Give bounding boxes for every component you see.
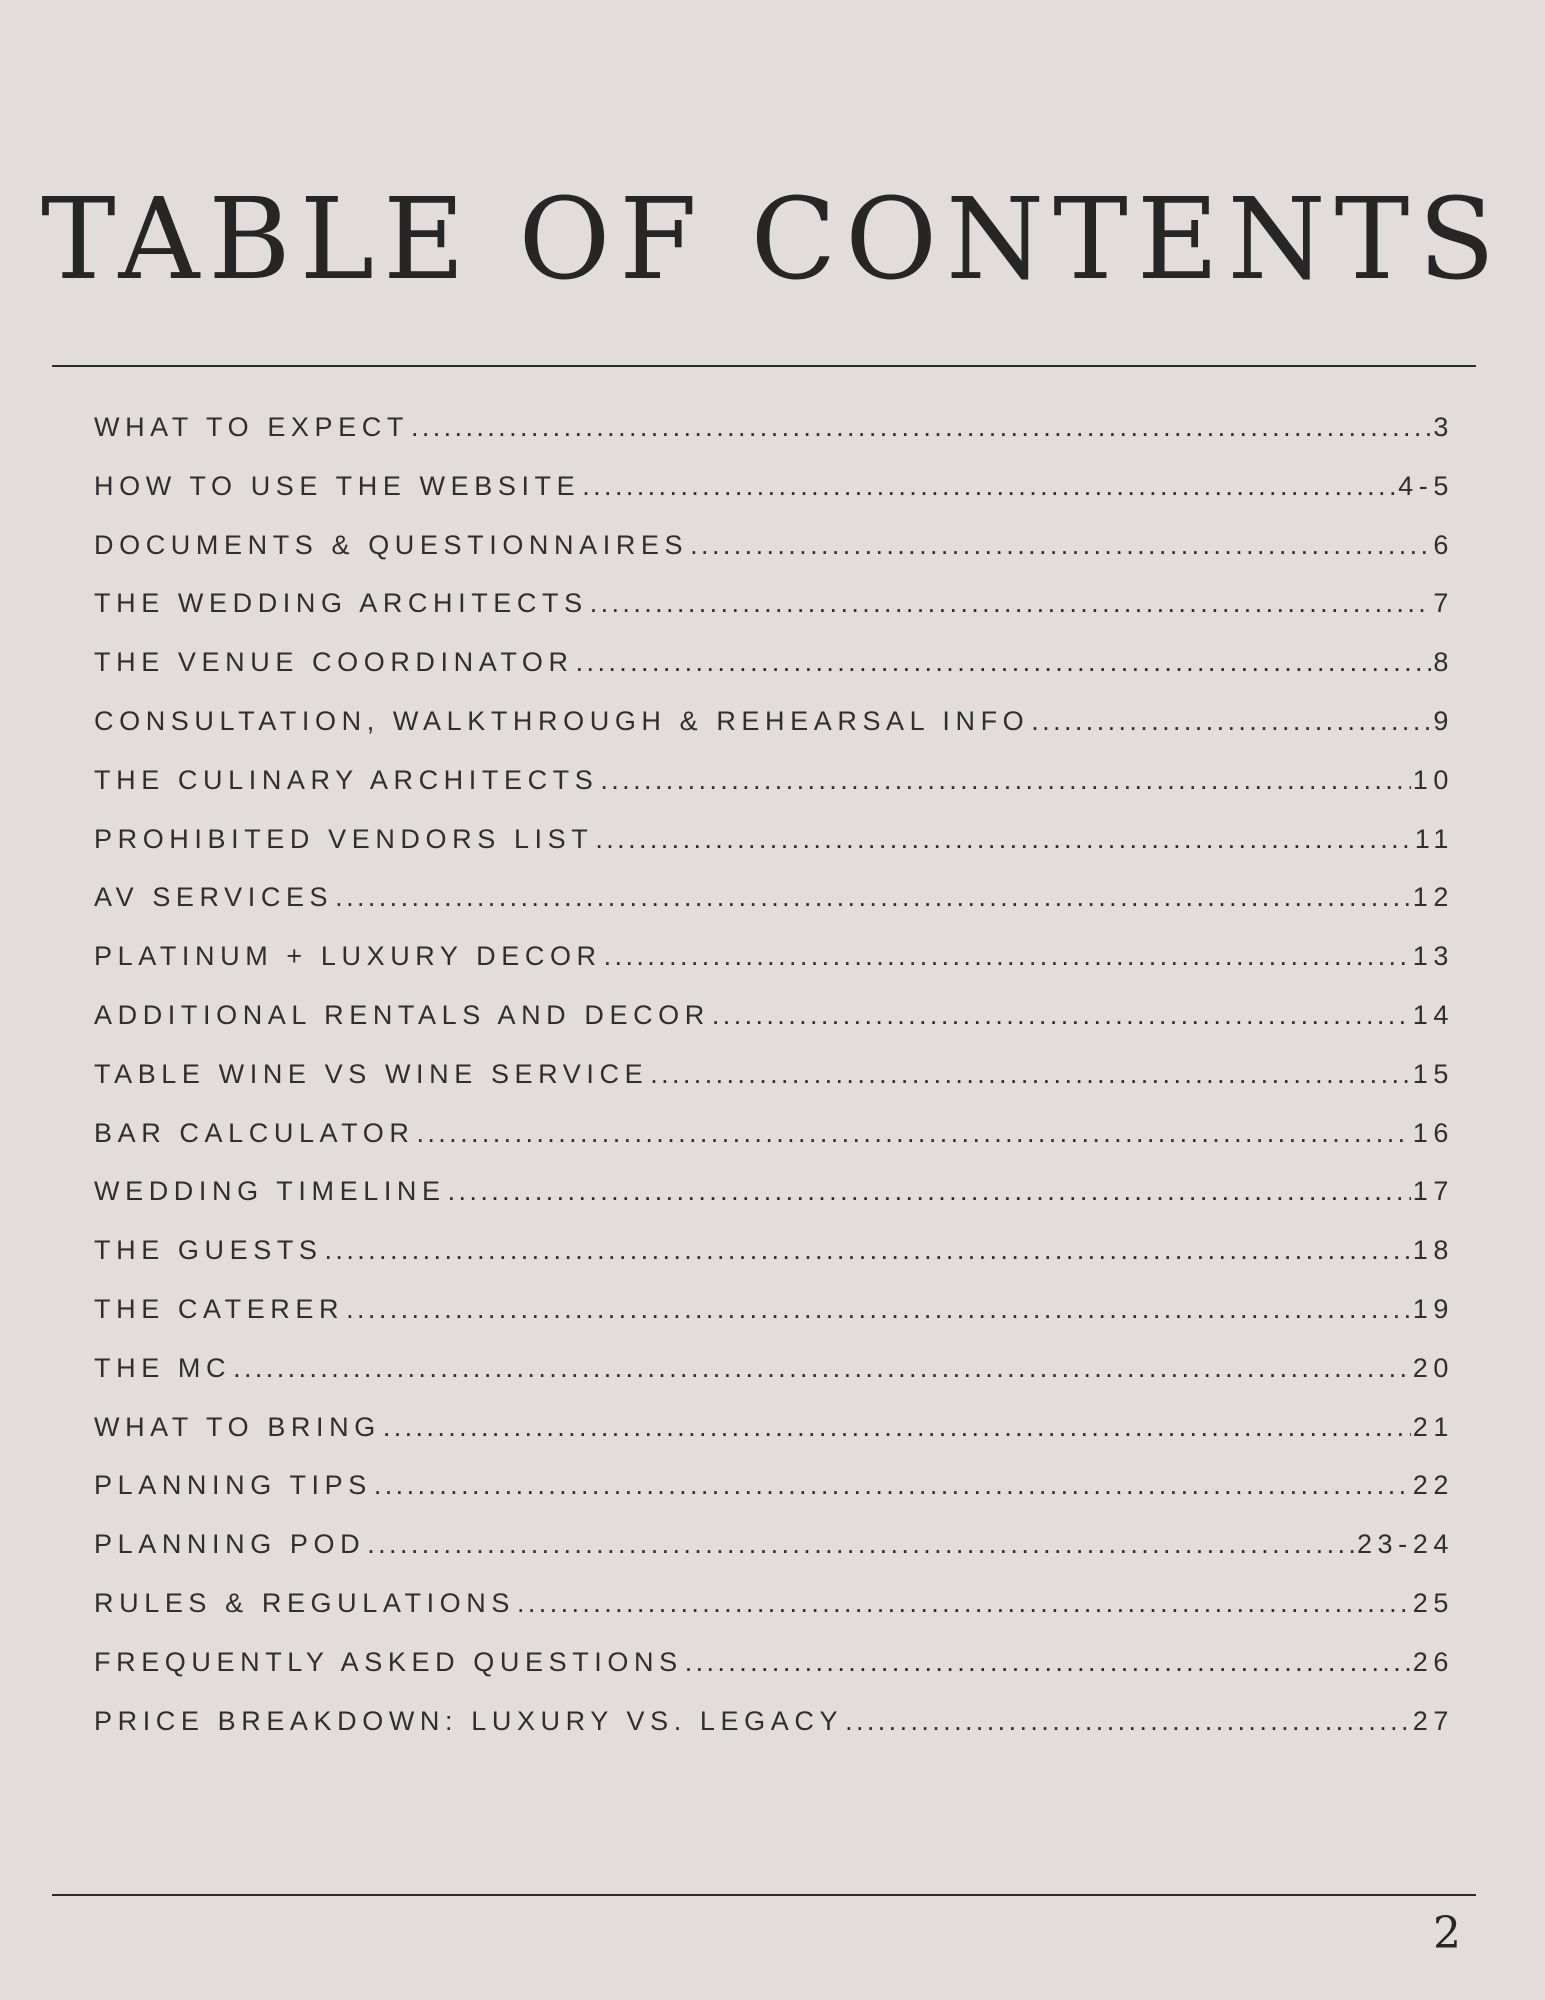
toc-dot-leader: [845, 1706, 1411, 1737]
toc-entry-page: 13: [1412, 941, 1454, 972]
toc-dot-leader: [335, 882, 1411, 913]
toc-entry-label: HOW TO USE THE WEBSITE: [94, 470, 581, 501]
toc-entry[interactable]: [94, 706, 1454, 765]
toc-entry[interactable]: [94, 471, 1454, 530]
toc-entry-label: THE MC: [94, 1352, 232, 1383]
toc-entry-label: ADDITIONAL RENTALS AND DECOR: [94, 999, 710, 1030]
toc-dot-leader: [582, 471, 1396, 502]
toc-entry[interactable]: [94, 412, 1454, 471]
toc-entry-label: THE CULINARY ARCHITECTS: [94, 764, 599, 795]
toc-entry-page: 8: [1433, 647, 1454, 678]
toc-entry[interactable]: [94, 1353, 1454, 1412]
toc-dot-leader: [383, 1412, 1411, 1443]
toc-entry-page: 20: [1412, 1352, 1454, 1383]
toc-entry-label: WHAT TO BRING: [94, 1411, 381, 1442]
toc-entry[interactable]: [94, 765, 1454, 824]
toc-entry-page: 3: [1433, 412, 1454, 442]
toc-dot-leader: [595, 824, 1412, 855]
toc-entry-label: WHAT TO EXPECT: [94, 412, 409, 442]
toc-entry-label: PLANNING TIPS: [94, 1470, 372, 1501]
toc-entry-page: 16: [1412, 1117, 1454, 1148]
toc-dot-leader: [1031, 706, 1431, 737]
toc-entry-label: TABLE WINE VS WINE SERVICE: [94, 1058, 649, 1089]
toc-entry[interactable]: [94, 941, 1454, 1000]
toc-entry-page: 12: [1412, 882, 1454, 913]
toc-entry[interactable]: [94, 1000, 1454, 1059]
toc-entry[interactable]: [94, 1294, 1454, 1353]
toc-entry-label: CONSULTATION, WALKTHROUGH & REHEARSAL INFO: [94, 705, 1030, 736]
toc-entry-page: 7: [1433, 588, 1454, 619]
toc-entry[interactable]: [94, 824, 1454, 883]
toc-entry[interactable]: [94, 1235, 1454, 1294]
toc-entry[interactable]: [94, 882, 1454, 941]
toc-dot-leader: [411, 412, 1431, 443]
table-of-contents: [94, 412, 1454, 1764]
toc-entry-page: 11: [1414, 823, 1454, 854]
toc-entry-label: THE CATERER: [94, 1293, 345, 1324]
toc-dot-leader: [346, 1294, 1411, 1325]
page-number: 2: [1433, 1908, 1461, 1959]
toc-dot-leader: [233, 1353, 1411, 1384]
toc-entry-label: PLANNING POD: [94, 1529, 366, 1560]
toc-entry-page: 27: [1412, 1705, 1454, 1736]
toc-entry-page: 4-5: [1398, 470, 1454, 501]
toc-entry-label: BAR CALCULATOR: [94, 1117, 415, 1148]
toc-entry-page: 6: [1433, 529, 1454, 560]
toc-entry[interactable]: [94, 1529, 1454, 1588]
toc-entry-page: 9: [1433, 705, 1454, 736]
top-divider: [52, 365, 1476, 367]
toc-entry-page: 26: [1412, 1646, 1454, 1677]
toc-entry[interactable]: [94, 1706, 1454, 1765]
toc-entry[interactable]: [94, 1412, 1454, 1471]
toc-entry-label: THE GUESTS: [94, 1235, 323, 1266]
toc-entry-label: PRICE BREAKDOWN: LUXURY VS. LEGACY: [94, 1705, 844, 1736]
toc-dot-leader: [374, 1470, 1411, 1501]
toc-dot-leader: [685, 1647, 1411, 1678]
toc-entry-page: 23-24: [1356, 1529, 1454, 1560]
toc-entry-label: PROHIBITED VENDORS LIST: [94, 823, 594, 854]
toc-entry-page: 17: [1412, 1176, 1454, 1207]
toc-dot-leader: [416, 1118, 1410, 1149]
toc-entry-page: 21: [1412, 1411, 1454, 1442]
toc-entry-page: 10: [1412, 764, 1454, 795]
toc-dot-leader: [650, 1059, 1411, 1090]
toc-entry[interactable]: [94, 647, 1454, 706]
toc-entry-page: 18: [1412, 1235, 1454, 1266]
toc-entry[interactable]: [94, 530, 1454, 589]
toc-entry-label: THE WEDDING ARCHITECTS: [94, 588, 588, 619]
toc-entry-label: FREQUENTLY ASKED QUESTIONS: [94, 1646, 683, 1677]
page-title: TABLE OF CONTENTS: [40, 175, 1505, 305]
toc-entry-label: DOCUMENTS & QUESTIONNAIRES: [94, 529, 689, 560]
toc-dot-leader: [325, 1235, 1411, 1266]
toc-dot-leader: [448, 1176, 1411, 1207]
toc-entry[interactable]: [94, 1470, 1454, 1529]
toc-dot-leader: [690, 530, 1431, 561]
toc-dot-leader: [367, 1529, 1355, 1560]
toc-entry-label: WEDDING TIMELINE: [94, 1176, 446, 1207]
toc-entry[interactable]: [94, 1118, 1454, 1177]
toc-entry-page: 19: [1412, 1293, 1454, 1324]
toc-dot-leader: [600, 765, 1410, 796]
toc-entry-label: AV SERVICES: [94, 882, 334, 913]
toc-dot-leader: [576, 647, 1432, 678]
toc-entry[interactable]: [94, 588, 1454, 647]
toc-entry-page: 14: [1412, 999, 1454, 1030]
toc-entry[interactable]: [94, 1647, 1454, 1706]
toc-entry-label: THE VENUE COORDINATOR: [94, 647, 574, 678]
toc-entry[interactable]: [94, 1059, 1454, 1118]
toc-entry[interactable]: [94, 1176, 1454, 1235]
toc-dot-leader: [590, 588, 1432, 619]
toc-entry[interactable]: [94, 1588, 1454, 1647]
toc-entry-page: 22: [1412, 1470, 1454, 1501]
toc-dot-leader: [517, 1588, 1411, 1619]
toc-entry-page: 15: [1412, 1058, 1454, 1089]
bottom-divider: [52, 1894, 1476, 1896]
toc-dot-leader: [712, 1000, 1411, 1031]
toc-dot-leader: [604, 941, 1411, 972]
toc-entry-label: PLATINUM + LUXURY DECOR: [94, 941, 602, 972]
toc-entry-label: RULES & REGULATIONS: [94, 1587, 515, 1618]
toc-entry-page: 25: [1412, 1587, 1454, 1618]
